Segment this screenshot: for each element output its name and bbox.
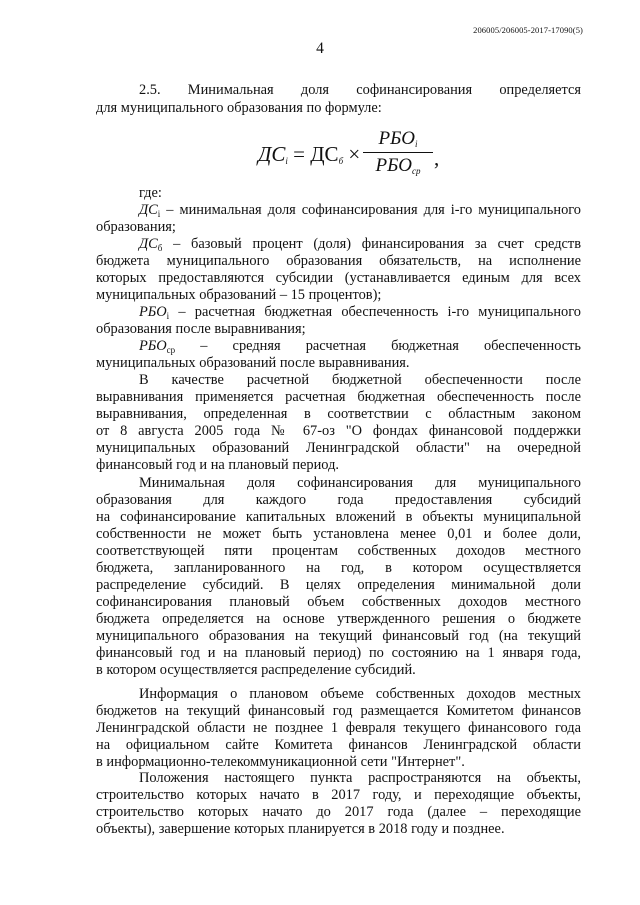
para-2-line-10: муниципального образования на текущий финансовый год (на текущий: [96, 628, 581, 644]
para-4-line-1: Положения настоящего пункта распространяются на объекты,: [139, 770, 581, 786]
formula: $ДС_i = ДС_б$ × $РБО_i$ $РБО_{ср}$ ,: [258, 128, 440, 176]
para-2-line-6: бюджета, запланированного на год, в котором осуществляется: [96, 560, 581, 576]
para-1-line-4: от 8 августа 2005 года № 67-оз "О фондах финансовой поддержки: [96, 423, 581, 439]
para-3-line-2: бюджетов на текущий финансовый год размещается Комитетом финансов: [96, 703, 581, 719]
def-dcb-line-3: которых предоставляются субсидии (устанавливается единым для всех: [96, 270, 581, 286]
para-2-line-12: в котором осуществляется распределение субсидий.: [96, 662, 416, 678]
def-dci-line-1: $ДС_i$ – минимальная доля софинансирования для i-го муниципального: [139, 202, 581, 219]
section-2-5-line-1: 2.5. Минимальная доля софинансирования определяется: [139, 82, 581, 98]
para-2-line-3: на софинансирование капитальных вложений в объекты муниципальной: [96, 509, 581, 525]
para-2-line-5: соответствующей пяти процентам собственных доходов местного: [96, 543, 581, 559]
def-dci-line-2: образования;: [96, 219, 176, 235]
def-dcb-line-1: $ДС_б$ – базовый процент (доля) финансирования за счет средств: [139, 236, 581, 253]
section-2-5-line-2: для муниципального образования по формуле:: [96, 100, 382, 116]
page-number: 4: [316, 40, 324, 57]
def-dcb-line-2: бюджета муниципального образования обязательств, на исполнение: [96, 253, 581, 269]
para-1-line-6: финансовый год и на плановый период.: [96, 457, 340, 473]
def-rbocp-line-1: $РБО_{ср}$ – средняя расчетная бюджетная обеспеченность: [139, 338, 581, 355]
para-4-line-4: объекты), завершение которых планируется в 2018 году и позднее.: [96, 821, 505, 837]
para-1-line-1: В качестве расчетной бюджетной обеспеченности после: [139, 372, 581, 388]
def-rboi-line-2: образования после выравнивания;: [96, 321, 306, 337]
def-rbocp-line-2: муниципальных образований после выравнивания.: [96, 355, 410, 371]
fraction-bar: [363, 152, 433, 153]
formula-fraction: [363, 128, 433, 177]
def-rboi-line-1: $РБО_i$ – расчетная бюджетная обеспеченность i-го муниципального: [139, 304, 581, 321]
para-3-line-3: Ленинградской области не позднее 1 февраля текущего финансового года: [96, 720, 581, 736]
para-3-line-5: в информационно-телекоммуникационной сети "Интернет".: [96, 754, 465, 770]
para-2-line-8: софинансирования плановый объем собственных доходов местного: [96, 594, 581, 610]
para-2-line-11: финансовый год и на плановый период) по состоянию на 1 января года,: [96, 645, 581, 661]
para-1-line-5: муниципальных образований Ленинградской области" на очередной: [96, 440, 581, 456]
para-2-line-2: образования для каждого года предоставления субсидий: [96, 492, 581, 508]
formula-numerator: $РБО_i$: [378, 128, 418, 149]
para-4-line-3: строительство которых начато до 2017 года (далее – переходящие: [96, 804, 581, 820]
para-2-line-7: распределение субсидий. В целях определения минимальной доли: [96, 577, 581, 593]
para-3-line-1: Информация о плановом объеме собственных доходов местных: [139, 686, 581, 702]
para-1-line-2: выравнивания применяется расчетная бюджетная обеспеченность после: [96, 389, 581, 405]
para-1-line-3: выравнивания, определенная в соответствии с областным законом: [96, 406, 581, 422]
document-id: 206005/206005-2017-17090(5): [473, 25, 583, 35]
formula-denominator: $РБО_{ср}$: [375, 155, 421, 176]
def-dcb-line-4: муниципальных образований – 15 процентов);: [96, 287, 382, 303]
para-3-line-4: на официальном сайте Комитета финансов Ленинградской области: [96, 737, 581, 753]
para-2-line-9: бюджета определяется на основе утвержденного решения о бюджете: [96, 611, 581, 627]
para-2-line-4: собственности не может быть установлена менее 0,01 и более доли,: [96, 526, 581, 542]
formula-lhs: $ДС_i = ДС_б$ ×: [258, 142, 361, 166]
para-2-line-1: Минимальная доля софинансирования для муниципального: [139, 475, 581, 491]
para-4-line-2: строительство которых начато в 2017 году, и переходящие объекты,: [96, 787, 581, 803]
where-label: где:: [139, 185, 162, 201]
